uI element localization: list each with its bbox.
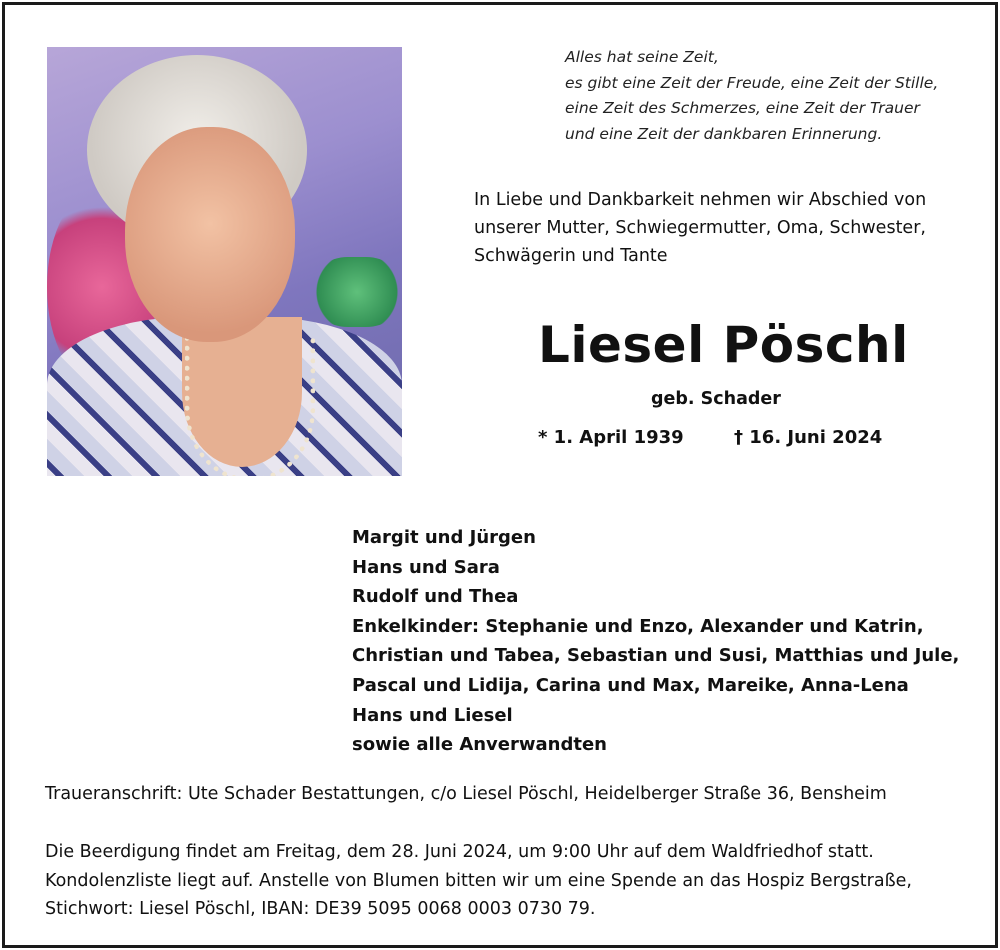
family-line: Christian und Tabea, Sebastian und Susi, Matthias und Jule, (352, 645, 960, 667)
mourning-address: Traueranschrift: Ute Schader Bestattungen, c/o Liesel Pöschl, Heidelberger Straße 36, Bensheim (45, 784, 887, 804)
poem-line: und eine Zeit der dankbaren Erinnerung. (565, 124, 883, 143)
family-line: Hans und Liesel (352, 704, 513, 726)
maiden-name: geb. Schader (651, 389, 781, 409)
family-list (352, 523, 959, 760)
intro-line: unserer Mutter, Schwiegermutter, Oma, Schwester, (474, 218, 926, 238)
poem-line: Alles hat seine Zeit, (565, 48, 719, 66)
family-line: Enkelkinder: Stephanie und Enzo, Alexander und Katrin, (352, 615, 924, 637)
poem-line: eine Zeit des Schmerzes, eine Zeit der Trauer (565, 99, 920, 117)
poem-line: es gibt eine Zeit der Freude, eine Zeit der Stille, (565, 73, 939, 92)
face-shape (125, 127, 295, 342)
deceased-name: Liesel Pöschl (538, 316, 909, 374)
info-line: Kondolenzliste liegt auf. Anstelle von Blumen bitten wir um eine Spende an das Hospiz Bergstraße, (45, 870, 912, 891)
death-date: † 16. Juni 2024 (734, 427, 883, 448)
portrait-photo (47, 47, 402, 476)
family-line: Hans und Sara (352, 556, 500, 578)
intro-text (474, 186, 926, 270)
family-line: Rudolf und Thea (352, 586, 519, 608)
info-line: Stichwort: Liesel Pöschl, IBAN: DE39 5095 0068 0003 0730 79. (45, 899, 596, 919)
family-line: sowie alle Anverwandten (352, 734, 607, 756)
funeral-info (45, 838, 912, 924)
info-line: Die Beerdigung findet am Freitag, dem 28. Juni 2024, um 9:00 Uhr auf dem Waldfriedhof statt. (45, 842, 874, 862)
family-line: Margit und Jürgen (352, 527, 536, 548)
poem (565, 45, 938, 147)
bush-shape (312, 257, 402, 327)
intro-line: Schwägerin und Tante (474, 246, 668, 266)
pearl-necklace (185, 337, 315, 476)
birth-date: * 1. April 1939 (538, 427, 684, 448)
intro-line: In Liebe und Dankbarkeit nehmen wir Abschied von (474, 190, 927, 210)
family-line: Pascal und Lidija, Carina und Max, Mareike, Anna-Lena (352, 674, 909, 696)
